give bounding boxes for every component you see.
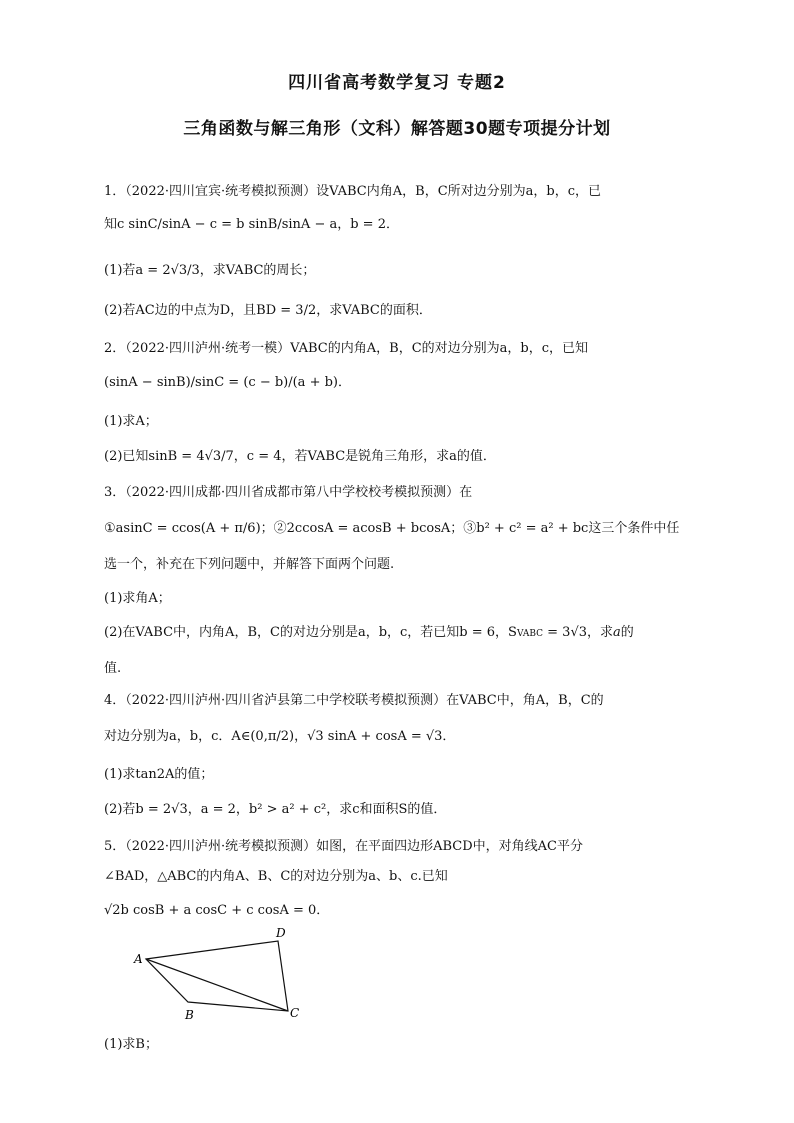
problem-1-question-2: (2)若AC边的中点为D，且BD = 3/2，求VABC的面积．	[104, 303, 432, 318]
diagonal-ac	[146, 959, 288, 1011]
document-title: 四川省高考数学复习 专题2	[288, 73, 506, 93]
problem-2-question-2: (2)已知sinB = 4√3/7，c = 4，若VABC是锐角三角形，求a的值．	[104, 449, 496, 464]
label-b: B	[185, 1008, 194, 1022]
problem-5-question-1: (1)求B；	[104, 1037, 158, 1052]
label-c: C	[290, 1006, 300, 1020]
problem-4-condition: 对边分别为a，b，c．A∈(0,π/2)，√3 sinA + cosA = √3．	[104, 729, 456, 744]
problem-3-condition-2: 选一个，补充在下列问题中，并解答下面两个问题.	[104, 557, 395, 572]
problem-3-question-2: (2)在VABC中，内角A，B，C的对边分别是a，b，c，若已知b = 6，SVABC = 3√3，求a的	[104, 625, 634, 640]
label-a: A	[134, 952, 143, 966]
quadrilateral-outline	[146, 941, 288, 1011]
problem-3-head: 3．（2022·四川成都·四川省成都市第八中学校校考模拟预测）在	[104, 485, 473, 500]
document-subtitle: 三角函数与解三角形（文科）解答题30题专项提分计划	[183, 119, 611, 139]
problem-1-condition: 知c sinC/sinA − c = b sinB/sinA − a，b = 2．	[104, 217, 399, 232]
problem-4-question-2: (2)若b = 2√3，a = 2，b² > a² + c²，求c和面积S的值．	[104, 802, 447, 817]
problem-5-head: 5．（2022·四川泸州·统考模拟预测）如图，在平面四边形ABCD中，对角线AC平分	[104, 839, 584, 854]
quadrilateral-figure	[130, 925, 310, 1025]
problem-4-head: 4．（2022·四川泸州·四川省泸县第二中学校联考模拟预测）在VABC中，角A，B，C的	[104, 693, 604, 708]
problem-2-question-1: (1)求A；	[104, 414, 158, 429]
problem-1-question-1: (1)若a = 2√3/3，求VABC的周长；	[104, 263, 316, 278]
problem-5-condition-2: √2b cosB + a cosC + c cosA = 0．	[104, 903, 330, 918]
problem-3-question-2-text: (2)在VABC中，内角A，B，C的对边分别是a，b，c，若已知b = 6，S	[104, 625, 517, 640]
problem-2-head: 2．（2022·四川泸州·统考一模）VABC的内角A，B，C的对边分别为a，b，c，已知	[104, 341, 588, 356]
problem-2-condition: (sinA − sinB)/sinC = (c − b)/(a + b)．	[104, 375, 351, 390]
problem-4-question-1: (1)求tan2A的值；	[104, 767, 214, 782]
problem-3-question-2-cont: 值.	[104, 661, 122, 676]
problem-3-question-1: (1)求角A；	[104, 591, 171, 606]
problem-5-condition: ∠BAD，△ABC的内角A、B、C的对边分别为a、b、c.已知	[104, 869, 448, 884]
label-d: D	[276, 926, 286, 940]
problem-1-head: 1．（2022·四川宜宾·统考模拟预测）设VABC内角A，B，C所对边分别为a，b，c，已	[104, 184, 601, 199]
problem-3-condition: ①asinC = ccos(A + π/6)；②2ccosA = acosB + bcosA；③b² + c² = a² + bc这三个条件中任	[104, 521, 680, 536]
